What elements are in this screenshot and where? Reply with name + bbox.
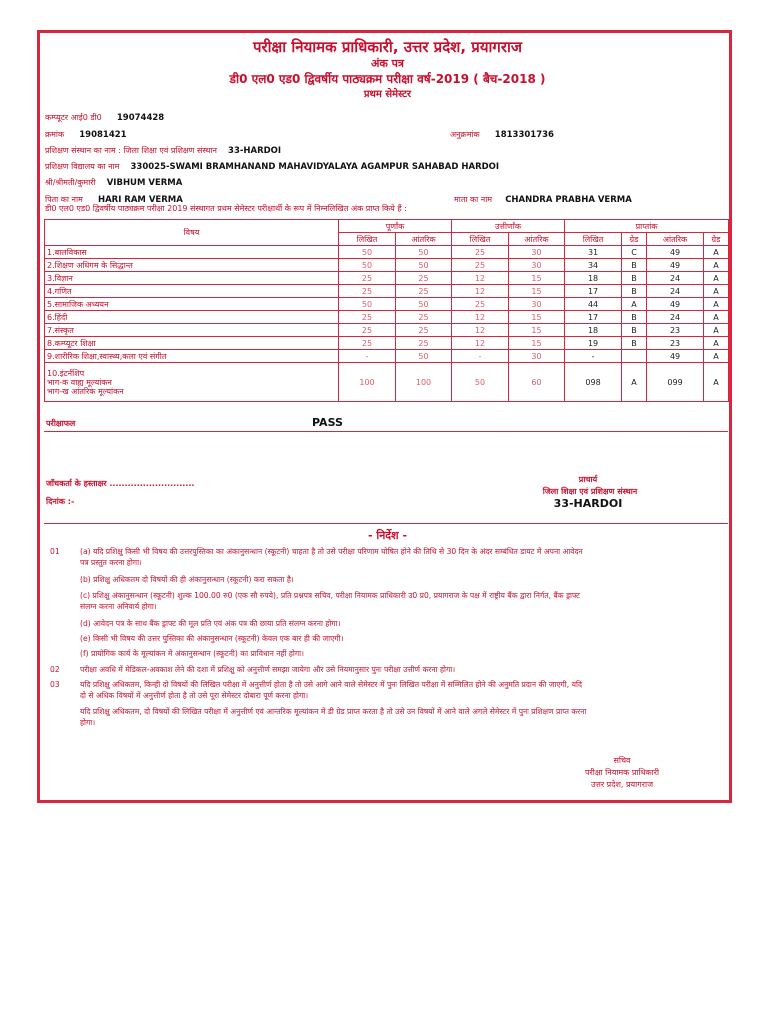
written-header: लिखित — [565, 233, 622, 246]
instruction-c-text: (c) प्रशिक्षु अंकानुसन्धान (स्कूटनी) शुल्क 100.00 रु0 (एक सौ रुपये), प्रति प्रश्नपत्र सचिव, परीक्षा नियामक प्राधिकारी उ0 प्र0, प्रयागराज के पक्ष में राष्ट्रीय बैंक द्वारा निर्गत, बैंक ड्राफ्ट — [80, 591, 580, 600]
pass-internal: 15 — [509, 285, 565, 298]
instruction-c-cont: संलग्न करना अनिवार्य होगा। — [80, 602, 157, 611]
table-row — [45, 337, 729, 350]
secretary-line2: परीक्षा नियामक प्राधिकारी — [584, 768, 660, 777]
table-row — [45, 246, 729, 259]
obtained-internal: 24 — [647, 272, 704, 285]
principal-title: प्राचार्य — [578, 475, 598, 484]
instructions-divider — [44, 523, 728, 524]
grade-written: B — [622, 259, 647, 272]
internship-subject — [45, 363, 339, 402]
grade-header: ग्रेड — [704, 233, 729, 246]
obtained-internal: 24 — [647, 285, 704, 298]
pass-internal: 15 — [509, 311, 565, 324]
grade-written: B — [622, 285, 647, 298]
pass-internal: 30 — [509, 259, 565, 272]
internal-header: आंतरिक — [647, 233, 704, 246]
obtained-written: 17 — [565, 285, 622, 298]
pass-written: 12 — [452, 272, 509, 285]
institute-label: प्रशिक्षण संस्थान का नाम : जिला शिक्षा एवं प्रशिक्षण संस्थान — [45, 146, 217, 155]
roll-label: अनुक्रमांक — [450, 130, 480, 139]
pass-marks-header: उत्तीर्णांक — [452, 220, 565, 233]
grade-internal: A — [704, 324, 729, 337]
obtained-written: 34 — [565, 259, 622, 272]
subject-cell: 7.संस्कृत — [45, 324, 339, 337]
instruction-f: (f) प्रायोगिक कार्य के मूल्यांकन में अंकानुसन्धान (स्कूटनी) का प्राविधान नहीं होगा। — [80, 649, 304, 658]
obtained-written: 44 — [565, 298, 622, 311]
obtained-written: 17 — [565, 311, 622, 324]
intro-text: डी0 एल0 एड0 द्विवर्षीय पाठ्यक्रम परीक्षा 2019 संस्थागत प्रथम सेमेस्टर परीक्षार्थी के रूप में निम्नलिखित अंक प्राप्त किये हैं : — [45, 204, 407, 213]
obtained-internal: 23 — [647, 337, 704, 350]
mother-row — [454, 187, 632, 206]
subject-cell: 3.विज्ञान — [45, 272, 339, 285]
mother-label: माता का नाम — [454, 195, 493, 204]
max-internal: 50 — [396, 246, 452, 259]
grade-written: B — [622, 272, 647, 285]
max-written: 100 — [339, 363, 396, 402]
written-header: लिखित — [452, 233, 509, 246]
instruction-number: 02 — [50, 665, 60, 674]
pass-internal: 15 — [509, 337, 565, 350]
max-written: 50 — [339, 298, 396, 311]
max-internal: 50 — [396, 350, 452, 363]
internal-header: आंतरिक — [396, 233, 452, 246]
grade-internal: A — [704, 363, 729, 402]
internship-line1: 10.इंटर्नशिप — [47, 368, 85, 378]
internship-line2: भाग-क वाह्य मूल्यांकन — [47, 377, 112, 387]
principal-institute: जिला शिक्षा एवं प्रशिक्षण संस्थान — [542, 487, 638, 496]
pass-written: 50 — [452, 363, 509, 402]
max-internal: 25 — [396, 285, 452, 298]
secretary-title: सचिव — [613, 756, 631, 765]
max-internal: 50 — [396, 259, 452, 272]
max-written: 25 — [339, 337, 396, 350]
max-written: 25 — [339, 272, 396, 285]
pass-written: 12 — [452, 337, 509, 350]
marks-table — [44, 219, 729, 402]
computer-id-label: कम्प्यूटर आई0 डी0 — [45, 113, 102, 122]
instruction-b: (b) प्रशिक्षु अधिकतम दो विषयों की ही अंकानुसन्धान (स्कूटनी) करा सकता है। — [80, 575, 294, 584]
subject-cell: 1.बालविकास — [45, 246, 339, 259]
grade-internal: A — [704, 246, 729, 259]
table-row — [45, 311, 729, 324]
pass-written: 25 — [452, 246, 509, 259]
instruction-a-cont: पत्र प्रस्तुत करना होगा। — [80, 558, 142, 567]
subject-cell: 6.हिंदी — [45, 311, 339, 324]
pass-written: 12 — [452, 311, 509, 324]
table-row — [45, 259, 729, 272]
obtained-written: 098 — [565, 363, 622, 402]
exam-title: डी0 एल0 एड0 द्विवर्षीय पाठ्यक्रम परीक्षा वर्ष-2019 ( बैच-2018 ) — [229, 72, 546, 86]
max-internal: 50 — [396, 298, 452, 311]
instructions-title: - निर्देश - — [367, 529, 408, 542]
instruction-03 — [50, 679, 726, 701]
max-written: 25 — [339, 324, 396, 337]
instruction-02 — [50, 664, 726, 675]
document-type: अंक पत्र — [370, 57, 404, 70]
max-internal: 25 — [396, 324, 452, 337]
obtained-written: 18 — [565, 272, 622, 285]
max-written: 25 — [339, 311, 396, 324]
principal-district: 33-HARDOI — [553, 497, 623, 510]
table-row — [45, 285, 729, 298]
instruction-04-cont: होगा। — [80, 718, 96, 727]
obtained-written: 31 — [565, 246, 622, 259]
obtained-internal: 49 — [647, 259, 704, 272]
pass-written: - — [452, 350, 509, 363]
table-row — [45, 324, 729, 337]
subject-cell: 2.शिक्षण अधिगम के सिद्धान्त — [45, 259, 339, 272]
subject-cell: 8.कम्प्यूटर शिक्षा — [45, 337, 339, 350]
marksheet-frame — [37, 30, 732, 803]
table-row — [45, 272, 729, 285]
result-value: PASS — [312, 416, 343, 429]
checker-signature: जाँचकर्ता के हस्ताक्षर ............................ — [46, 479, 195, 488]
obtained-marks-header: प्राप्तांक — [565, 220, 729, 233]
result-divider-top — [44, 431, 728, 432]
secretary-line3: उत्तर प्रदेश, प्रयागराज — [590, 780, 654, 789]
table-row — [45, 363, 729, 402]
grade-written: A — [622, 363, 647, 402]
internship-line3: भाग-ख आंतरिक मूल्यांकन — [47, 386, 124, 396]
instruction-d: (d) आवेदन पत्र के साथ बैंक ड्राफ्ट की मूल प्रति एवं अंक पत्र की छाया प्रति संलग्न करना होगा। — [80, 619, 341, 628]
grade-header: ग्रेड — [622, 233, 647, 246]
grade-written: C — [622, 246, 647, 259]
serial-label: क्रमांक — [45, 130, 65, 139]
obtained-written: 18 — [565, 324, 622, 337]
instruction-04-text: यदि प्रशिक्षु अधिकतम, दो विषयों की लिखित परीक्षा में अनुत्तीर्ण एवं आन्तरिक मूल्यांकन में डी ग्रेड प्राप्त करता है तो उसे उन विषयों में आने वाले अगले सेमेस्टर में पुनः प्रशिक्षण प्राप्त करना — [80, 707, 587, 716]
grade-written: B — [622, 324, 647, 337]
name-label: श्री/श्रीमती/कुमारी — [45, 178, 96, 187]
instruction-number: 03 — [50, 680, 60, 689]
table-row — [45, 298, 729, 311]
grade-internal: A — [704, 298, 729, 311]
table-row — [45, 350, 729, 363]
pass-written: 12 — [452, 324, 509, 337]
subject-cell: 4.गणित — [45, 285, 339, 298]
instruction-a: (a) यदि प्रशिक्षु किसी भी विषय की उत्तरपुस्तिका का अंकानुसन्धान (स्कूटनी) चाहता है तो उसे परीक्षा परिणाम घोषित होने की तिथि से 30 दिन के अंदर सम्बंधित डायट में अपना आवेदन — [80, 547, 583, 556]
grade-written: A — [622, 298, 647, 311]
obtained-internal: 49 — [647, 298, 704, 311]
max-internal: 100 — [396, 363, 452, 402]
max-internal: 25 — [396, 311, 452, 324]
pass-internal: 15 — [509, 324, 565, 337]
grade-internal: A — [704, 285, 729, 298]
instruction-c — [50, 590, 726, 612]
obtained-internal: 099 — [647, 363, 704, 402]
instruction-03-text: यदि प्रशिक्षु अधिकतम, किन्ही दो विषयों की लिखित परीक्षा में अनुत्तीर्ण होता है तो उसे आगे आने वाले सेमेस्टर में पुनः लिखित परीक्षा में सम्मिलित होने की अनुमति प्रदान की जाएगी, यदि — [80, 680, 582, 689]
obtained-internal: 24 — [647, 311, 704, 324]
max-internal: 25 — [396, 337, 452, 350]
instruction-02-text: परीक्षा अवधि में मेडिकल-अवकाश लेने की दशा में प्रशिक्षु को अनुत्तीर्ण समझा जायेगा और उसे नियमानुसार पुनः परीक्षा उत्तीर्ण करना होगा। — [80, 665, 456, 674]
father-value: HARI RAM VERMA — [97, 195, 183, 205]
pass-internal: 15 — [509, 272, 565, 285]
grade-internal: A — [704, 337, 729, 350]
pass-written: 12 — [452, 285, 509, 298]
instruction-01 — [50, 546, 726, 568]
result-label: परीक्षाफल — [46, 419, 76, 428]
written-header: लिखित — [339, 233, 396, 246]
obtained-internal: 49 — [647, 350, 704, 363]
subject-header: विषय — [45, 220, 339, 246]
obtained-internal: 23 — [647, 324, 704, 337]
obtained-written: - — [565, 350, 622, 363]
max-written: 50 — [339, 246, 396, 259]
marks-body — [45, 246, 729, 363]
pass-internal: 30 — [509, 246, 565, 259]
instruction-04 — [50, 706, 726, 728]
table-header-row — [45, 220, 729, 233]
obtained-written: 19 — [565, 337, 622, 350]
subject-cell: 5.सामाजिक अध्ययन — [45, 298, 339, 311]
college-value: 330025-SWAMI BRAMHANAND MAHAVIDYALAYA AGAMPUR SAHABAD HARDOI — [130, 162, 500, 172]
father-label: पिता का नाम — [45, 195, 83, 204]
roll-row — [450, 122, 554, 141]
grade-written — [622, 350, 647, 363]
grade-internal: A — [704, 272, 729, 285]
subject-cell: 9.शारीरिक शिक्षा,स्वास्थ्य,कला एवं संगीत — [45, 350, 339, 363]
grade-written: B — [622, 311, 647, 324]
grade-written: B — [622, 337, 647, 350]
institute-value: 33-HARDOI — [228, 146, 282, 156]
computer-id-value: 19074428 — [116, 113, 165, 123]
instruction-e: (e) किसी भी विषय की उत्तर पुस्तिका की अंकानुसन्धान (स्कूटनी) केवल एक बार ही की जाएगी। — [80, 634, 344, 643]
max-written: - — [339, 350, 396, 363]
serial-value: 19081421 — [79, 130, 127, 140]
grade-internal: A — [704, 259, 729, 272]
max-marks-header: पूर्णांक — [339, 220, 452, 233]
college-label: प्रशिक्षण विद्यालय का नाम — [45, 162, 120, 171]
grade-internal: A — [704, 350, 729, 363]
mother-value: CHANDRA PRABHA VERMA — [505, 195, 632, 205]
pass-internal: 30 — [509, 350, 565, 363]
pass-written: 25 — [452, 259, 509, 272]
pass-written: 25 — [452, 298, 509, 311]
internal-header: आंतरिक — [509, 233, 565, 246]
max-internal: 25 — [396, 272, 452, 285]
instruction-03-cont: दो से अधिक विषयों में अनुत्तीर्ण होता है तो उसे पूरा सेमेस्टर दोबारा पूर्ण करना होगा। — [80, 691, 309, 700]
name-value: VIBHUM VERMA — [106, 178, 183, 188]
pass-internal: 30 — [509, 298, 565, 311]
semester-title: प्रथम सेमेस्टर — [363, 89, 412, 100]
max-written: 50 — [339, 259, 396, 272]
max-written: 25 — [339, 285, 396, 298]
instruction-number: 01 — [50, 547, 60, 556]
roll-value: 1813301736 — [494, 130, 554, 140]
date-label: दिनांक :- — [46, 497, 75, 506]
grade-internal: A — [704, 311, 729, 324]
authority-title: परीक्षा नियामक प्राधिकारी, उत्तर प्रदेश, प्रयागराज — [252, 38, 523, 56]
obtained-internal: 49 — [647, 246, 704, 259]
pass-internal: 60 — [509, 363, 565, 402]
